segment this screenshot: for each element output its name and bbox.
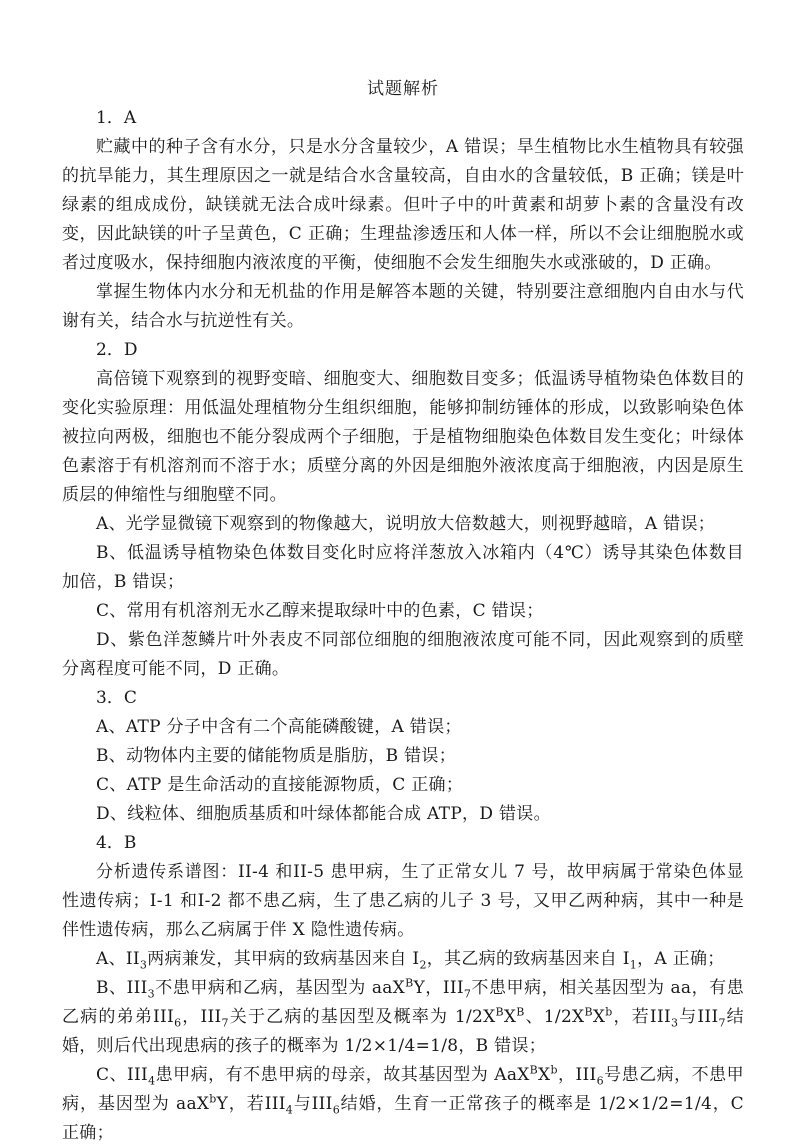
q2-option-a: A、光学显微镜下观察到的物像越大，说明放大倍数越大，则视野越暗，A 错误； (96, 514, 716, 534)
q2-option-b: B、低温诱导植物染色体数目变化时应将洋葱放入冰箱内（4℃）诱导其染色体数目加倍，B 错误； (62, 543, 744, 592)
q4-option-a: A、$II_3$两病兼发，其甲病的致病基因来自 $I_2$，其乙病的致病基因来自 $I_1$，A 正确； (96, 949, 725, 972)
q3-option-c: C、ATP 是生命活动的直接能源物质，C 正确； (96, 775, 464, 795)
q3-option-d: D、线粒体、细胞质基质和叶绿体都能合成 ATP，D 错误。 (96, 804, 551, 824)
document-page (62, 76, 744, 1148)
q4-answer: 4．B (96, 833, 137, 853)
q2-answer: 2．D (96, 340, 138, 360)
q3-option-a: A、ATP 分子中含有二个高能磷酸键，A 错误； (96, 717, 462, 737)
q2-explanation: 高倍镜下观察到的视野变暗、细胞变大、细胞数目变多；低温诱导植物染色体数目的变化实验原理：用低温处理植物分生组织细胞，能够抑制纺锤体的形成，以致影响染色体被拉向两极，细胞也不能分裂成两个子细胞，于是植物细胞染色体数目发生变化；叶绿体色素溶于有机溶剂而不溶于水；质壁分离的外因是细胞外液浓度高于细胞液，内因是原生质层的伸缩性与细胞壁不同。 (62, 369, 744, 505)
q2-option-c: C、常用有机溶剂无水乙醇来提取绿叶中的色素，C 错误； (96, 601, 544, 621)
q1-explanation: 贮藏中的种子含有水分，只是水分含量较少，A 错误；旱生植物比水生植物具有较强的抗旱能力，其生理原因之一就是结合水含量较高，自由水的含量较低，B 正确；镁是叶绿素的组成成份，缺镁就无法合成叶绿素。但叶子中的叶黄素和胡萝卜素的含量没有改变，因此缺镁的叶子呈黄色，C 正确；生理盐渗透压和人体一样，所以不会让细胞脱水或者过度吸水，保持细胞内液浓度的平衡，使细胞不会发生细胞失水或涨破的，D 正确。 (62, 137, 744, 273)
page-title: 试题解析 (367, 79, 439, 99)
q1-answer: 1．A (96, 108, 137, 128)
q2-option-d: D、紫色洋葱鳞片叶外表皮不同部位细胞的细胞液浓度可能不同，因此观察到的质壁分离程度可能不同，D 正确。 (62, 630, 744, 679)
q4-explanation: 分析遗传系谱图：II-4 和II-5 患甲病，生了正常女儿 7 号，故甲病属于常染色体显性遗传病；I-1 和I-2 都不患乙病，生了患乙病的儿子 3 号，又甲乙两种病，其中一种是伴性遗传病，那么乙病属于伴 X 隐性遗传病。 (62, 862, 744, 940)
q3-answer: 3．C (96, 688, 137, 708)
q3-option-b: B、动物体内主要的储能物质是脂肪，B 错误； (96, 746, 456, 766)
q1-summary: 掌握生物体内水分和无机盐的作用是解答本题的关键，特别要注意细胞内自由水与代谢有关，结合水与抗逆性有关。 (62, 282, 744, 331)
q4-option-c: C、$III_4$患甲病，有不患甲病的母亲，故其基因型为 $AaX^BX^b$，$III_6$号患乙病，不患甲病，基因型为 aaX$^b$Y，若$III_4$与$III_6$结婚，生育一正常孩子的概率是 1/2×1/2=1/4，C 正确； (62, 1063, 744, 1143)
q4-option-b: B、$III_3$不患甲病和乙病，基因型为 aaX$^B$Y，$III_7$不患甲病，相关基因型为 aa，有患乙病的弟弟$III_6$，$III_7$关于乙病的基因型及概率为 $1/2X^BX^B$、$1/2X^BX^b$，若$III_3$与$III_7$结婚，则后代出现患病的孩子的概率为 1/2×1/4=1/8，B 错误； (62, 976, 744, 1056)
